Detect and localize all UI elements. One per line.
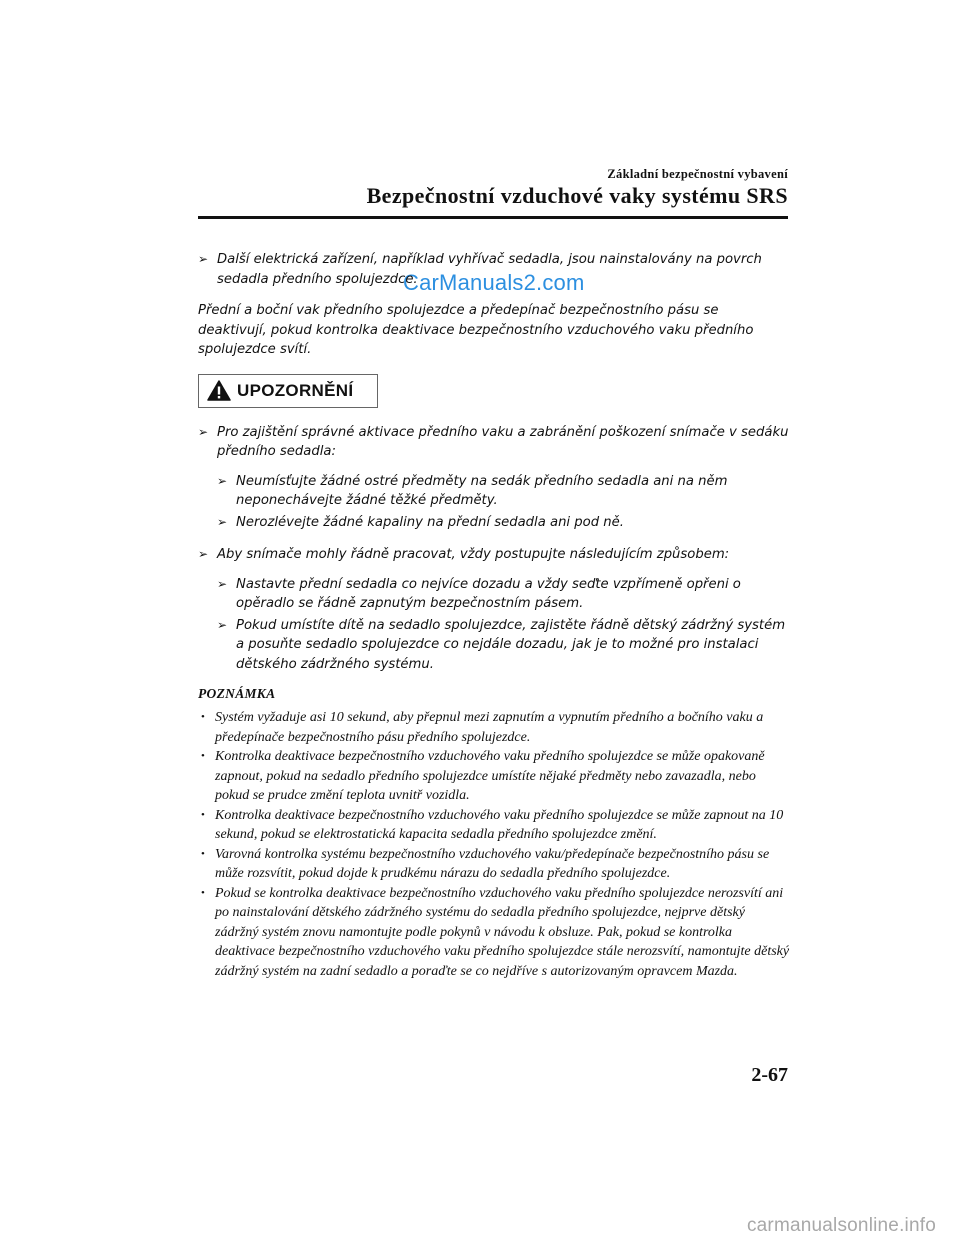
caution-item: [198, 423, 790, 533]
dot-bullet-icon: •: [201, 808, 205, 821]
arrow-bullet-icon: ➢: [198, 252, 209, 266]
caution-item-text: Pro zajištění správné aktivace předního vaku a zabránění poškození snímače v sedáku předního sedadla:: [217, 424, 789, 459]
caution-subitem: [217, 472, 790, 511]
caution-subitem-text: Nerozlévejte žádné kapaliny na přední sedadla ani pod ně.: [236, 514, 624, 530]
note-title: POZNÁMKA: [198, 686, 276, 701]
note-item-text: Kontrolka deaktivace bezpečnostního vzduchového vaku předního spolujezdce se může zapnout na 10 sekund, pokud se elektrostatická kapacita sedadla předního spolujezdce změní.: [215, 807, 784, 842]
note-item-text: Systém vyžaduje asi 10 sekund, aby přepnul mezi zapnutím a vypnutím předního a bočního vaku a předepínače bezpečnostního pásu předního spolujezdce.: [215, 710, 764, 745]
page-title: Bezpečnostní vzduchové vaky systému SRS: [366, 183, 788, 208]
section-header: Základní bezpečnostní vybavení: [607, 167, 788, 181]
watermark-bottom[interactable]: carmanualsonline.info: [746, 1215, 936, 1236]
note-item: [201, 708, 790, 747]
note-list: [198, 708, 790, 981]
note-item: [201, 806, 790, 845]
caution-item-2: [198, 545, 790, 565]
arrow-bullet-icon: ➢: [217, 473, 228, 488]
page-number: 2-67: [751, 1064, 788, 1086]
arrow-bullet-icon: ➢: [217, 514, 228, 529]
note-item-text: Kontrolka deaktivace bezpečnostního vzduchového vaku předního spolujezdce se může opakovaně zapnout, pokud na sedadlo předního spolujezdce umístíte nějaké předměty nebo zavazadla, nebo pokud se prudce změní teplota uvnitř vozidla.: [215, 749, 765, 803]
intro-paragraph: Přední a boční vak předního spolujezdce a předepínač bezpečnostního pásu se deaktivují, pokud kontrolka deaktivace bezpečnostního vzduchového vaku předního spolujezdce svítí.: [198, 303, 754, 357]
caution-item-text: Aby snímače mohly řádně pracovat, vždy postupujte následujícím způsobem:: [217, 547, 730, 562]
caution-subitem-text: Neumísťujte žádné ostré předměty na sedák předního sedadla ani na něm neponechávejte žádné těžké předměty.: [236, 473, 728, 508]
dot-bullet-icon: •: [201, 711, 205, 723]
caution-subitem: [217, 575, 790, 614]
caution-label: UPOZORNĚNÍ: [237, 380, 354, 400]
caution-item-1: [198, 423, 790, 462]
warning-triangle-icon: [207, 380, 231, 401]
caution-subitem: [217, 616, 790, 675]
page-content: [198, 250, 790, 981]
caution-box: [198, 374, 378, 408]
dot-bullet-icon: •: [201, 886, 205, 899]
caution-subitems: [217, 575, 790, 675]
caution-subitem-text: Nastavte přední sedadla co nejvíce dozadu a vždy seďte vzpřímeně opřeni o opěradlo se řádně zapnutým bezpečnostním pásem.: [236, 576, 741, 611]
arrow-bullet-icon: ➢: [217, 617, 228, 632]
arrow-bullet-icon: ➢: [198, 547, 209, 561]
note-item-text: Varovná kontrolka systému bezpečnostního vzduchového vaku/předepínače bezpečnostního pásu se může rozsvítit, pokud dojde k prudkému nárazu do sedadla předního spolujezdce.: [215, 846, 770, 881]
intro-bullet: [198, 250, 790, 289]
dot-bullet-icon: •: [201, 847, 205, 860]
arrow-bullet-icon: ➢: [198, 424, 209, 439]
note-item: [201, 845, 790, 884]
intro-bullet-text: Další elektrická zařízení, například vyhřívač sedadla, jsou nainstalovány na povrch sedadla předního spolujezdce.: [217, 252, 762, 287]
arrow-bullet-icon: ➢: [217, 576, 228, 591]
header-divider: [198, 216, 788, 219]
caution-item: [198, 545, 790, 674]
note-item: [201, 884, 790, 982]
dot-bullet-icon: •: [201, 750, 205, 762]
note-item-text: Pokud se kontrolka deaktivace bezpečnostního vzduchového vaku předního spolujezdce nerozsvítí ani po nainstalování dětského zádržného systému do sedadla předního spolujezdce, nejprve dětský zádržný systém znovu namontujte podle pokynů v návodu k obsluze. Pak, pokud se kontrolka deaktivace bezpečnostního vzduchového vaku předního spolujezdce stále nerozsvítí, namontujte dětský zádržný systém na zadní sedadlo a poraďte se co nejdříve s autorizovaným opravcem Mazda.: [215, 885, 790, 979]
watermark-top[interactable]: CarManuals2.com: [403, 270, 585, 295]
note-item: [201, 747, 790, 806]
caution-subitem: [217, 513, 790, 533]
caution-subitems: [217, 472, 790, 533]
caution-subitem-text: Pokud umístíte dítě na sedadlo spolujezdce, zajistěte řádně dětský zádržný systém a posuňte sedadlo spolujezdce co nejdále dozadu, jak je to možné pro instalaci dětského zádržného systému.: [236, 617, 786, 672]
